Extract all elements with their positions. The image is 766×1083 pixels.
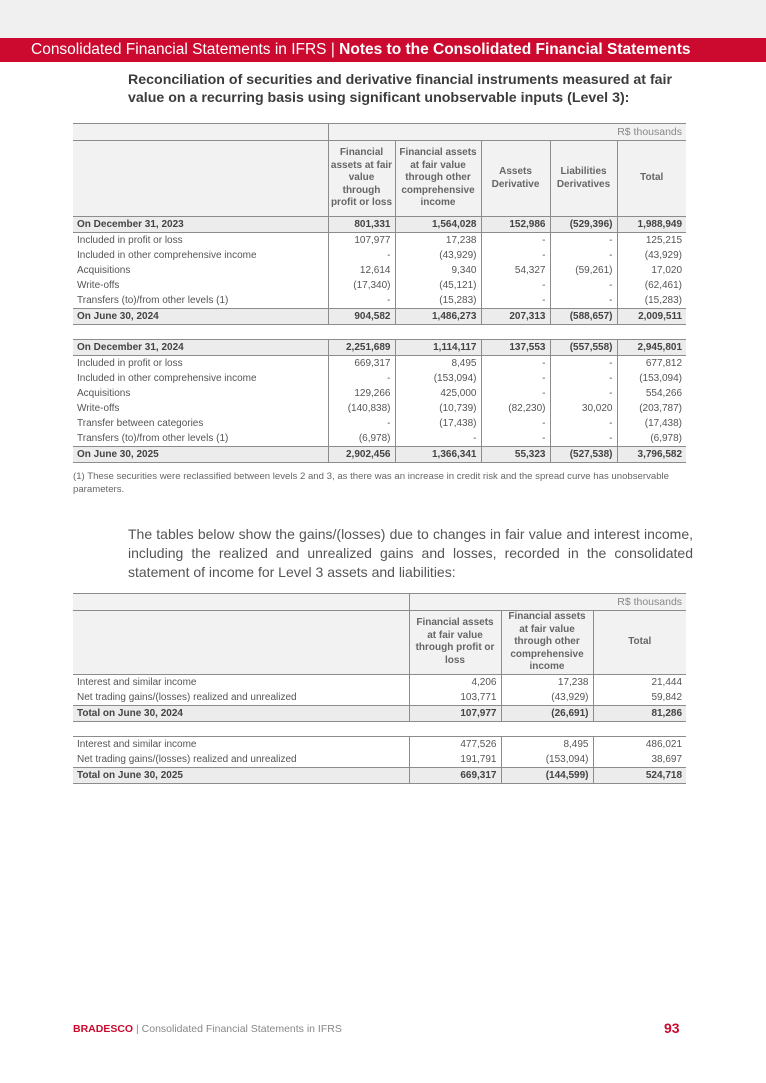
table-cell: 107,977	[328, 233, 395, 249]
table-footnote: (1) These securities were reclassified between levels 2 and 3, as there was an increase in credit risk and the spread curve has unobservable parameters.	[73, 471, 670, 495]
section-header-band	[0, 38, 766, 62]
table-cell: 9,340	[395, 263, 481, 278]
table-cell: -	[550, 293, 617, 309]
table-cell: (15,283)	[617, 293, 686, 309]
table-cell: (17,438)	[395, 416, 481, 431]
table-row	[73, 674, 686, 690]
table-cell: -	[328, 416, 395, 431]
table-cell: 4,206	[409, 674, 501, 690]
table-cell: -	[550, 416, 617, 431]
row-label: On December 31, 2024	[73, 340, 328, 356]
table-cell: 81,286	[593, 705, 686, 721]
row-label: On June 30, 2025	[73, 447, 328, 463]
table-cell: -	[550, 431, 617, 447]
table-cell: 59,842	[593, 690, 686, 706]
table-cell: -	[481, 416, 550, 431]
table-cell: 554,266	[617, 386, 686, 401]
column-header-row	[73, 141, 686, 217]
table-cell: (43,929)	[501, 690, 593, 706]
unit-row	[73, 594, 686, 611]
table-row	[73, 705, 686, 721]
table-cell: (588,657)	[550, 309, 617, 325]
table-row	[73, 263, 686, 278]
table-cell: 677,812	[617, 356, 686, 372]
row-label: On December 31, 2023	[73, 217, 328, 233]
table-cell: -	[550, 278, 617, 293]
spacer-row	[73, 721, 686, 736]
row-label: Transfers (to)/from other levels (1)	[73, 431, 328, 447]
table-cell: 17,238	[501, 674, 593, 690]
table-cell: 2,902,456	[328, 447, 395, 463]
table-row	[73, 356, 686, 372]
table-cell: -	[481, 431, 550, 447]
table-cell: (45,121)	[395, 278, 481, 293]
row-label: On June 30, 2024	[73, 309, 328, 325]
table-cell: (203,787)	[617, 401, 686, 416]
table-cell: 1,564,028	[395, 217, 481, 233]
level3-gains-losses-table	[73, 593, 686, 784]
blank-cell	[73, 141, 328, 217]
table-cell: (10,739)	[395, 401, 481, 416]
table-cell: 801,331	[328, 217, 395, 233]
table-cell: 21,444	[593, 674, 686, 690]
row-label: Transfer between categories	[73, 416, 328, 431]
table-cell: -	[550, 386, 617, 401]
table-cell: -	[481, 293, 550, 309]
table-cell: -	[328, 293, 395, 309]
row-label: Total on June 30, 2025	[73, 767, 409, 783]
row-label: Net trading gains/(losses) realized and unrealized	[73, 690, 409, 706]
table-cell: (17,340)	[328, 278, 395, 293]
row-label: Acquisitions	[73, 386, 328, 401]
table-cell: 3,796,582	[617, 447, 686, 463]
table-row	[73, 217, 686, 233]
row-label: Write-offs	[73, 278, 328, 293]
table-row	[73, 248, 686, 263]
table-cell: 904,582	[328, 309, 395, 325]
table-cell: 54,327	[481, 263, 550, 278]
table-cell: 55,323	[481, 447, 550, 463]
table-cell: 524,718	[593, 767, 686, 783]
table-cell: (529,396)	[550, 217, 617, 233]
table-row	[73, 431, 686, 447]
table-cell: 1,486,273	[395, 309, 481, 325]
table-cell: 129,266	[328, 386, 395, 401]
table-cell: 207,313	[481, 309, 550, 325]
table-cell: 12,614	[328, 263, 395, 278]
table-cell: -	[481, 278, 550, 293]
table-row	[73, 690, 686, 706]
table-cell: (43,929)	[395, 248, 481, 263]
top-margin	[0, 0, 766, 38]
section-heading: Reconciliation of securities and derivative financial instruments measured at fair value on a recurring basis using significant unobservable inputs (Level 3):	[128, 72, 673, 106]
table-cell: 1,366,341	[395, 447, 481, 463]
table-cell: (6,978)	[328, 431, 395, 447]
blank-cell	[73, 594, 409, 611]
table-cell: 17,020	[617, 263, 686, 278]
table-cell: (140,838)	[328, 401, 395, 416]
table-row	[73, 340, 686, 356]
table-cell: 669,317	[409, 767, 501, 783]
table-row	[73, 278, 686, 293]
table-cell: 191,791	[409, 752, 501, 768]
column-header: Financial assets at fair value through profit or loss	[328, 141, 395, 217]
table-cell: -	[481, 233, 550, 249]
spacer-row	[73, 325, 686, 340]
column-header: Total	[593, 611, 686, 675]
row-label: Transfers (to)/from other levels (1)	[73, 293, 328, 309]
table-cell: 137,553	[481, 340, 550, 356]
level3-reconciliation-table	[73, 123, 686, 463]
table-row	[73, 293, 686, 309]
table-cell: (26,691)	[501, 705, 593, 721]
row-label: Write-offs	[73, 401, 328, 416]
table-row	[73, 767, 686, 783]
table-cell: (62,461)	[617, 278, 686, 293]
table-cell: (527,538)	[550, 447, 617, 463]
table-cell: 38,697	[593, 752, 686, 768]
page-number: 93	[664, 1020, 680, 1036]
table-cell: -	[550, 248, 617, 263]
table-cell: -	[328, 248, 395, 263]
table-cell: -	[550, 356, 617, 372]
column-header: Assets Derivative	[481, 141, 550, 217]
row-label: Interest and similar income	[73, 674, 409, 690]
table-cell: -	[328, 371, 395, 386]
row-label: Included in other comprehensive income	[73, 371, 328, 386]
table-cell: 107,977	[409, 705, 501, 721]
table-cell: (144,599)	[501, 767, 593, 783]
table-cell: (17,438)	[617, 416, 686, 431]
table-cell: (153,094)	[501, 752, 593, 768]
page-footer	[73, 1023, 342, 1035]
table-cell: -	[395, 431, 481, 447]
table-cell: 30,020	[550, 401, 617, 416]
table-cell: (6,978)	[617, 431, 686, 447]
row-label: Total on June 30, 2024	[73, 705, 409, 721]
table-cell: 2,945,801	[617, 340, 686, 356]
table-cell: -	[481, 248, 550, 263]
table-cell: -	[550, 371, 617, 386]
table-cell: (15,283)	[395, 293, 481, 309]
column-header: Financial assets at fair value through profit or loss	[409, 611, 501, 675]
header-title-part2: Notes to the Consolidated Financial Statements	[339, 41, 691, 58]
table-cell: 425,000	[395, 386, 481, 401]
table-row	[73, 386, 686, 401]
table-cell: 2,009,511	[617, 309, 686, 325]
table-row	[73, 447, 686, 463]
unit-label: R$ thousands	[409, 594, 686, 611]
column-header: Financial assets at fair value through other comprehensive income	[395, 141, 481, 217]
table-cell: 477,526	[409, 736, 501, 752]
table-row	[73, 416, 686, 431]
table-cell: 17,238	[395, 233, 481, 249]
table-row	[73, 233, 686, 249]
table-cell: -	[481, 371, 550, 386]
table-row	[73, 371, 686, 386]
blank-cell	[73, 124, 328, 141]
unit-row	[73, 124, 686, 141]
table-cell: 152,986	[481, 217, 550, 233]
header-title-part1: Consolidated Financial Statements in IFRS |	[31, 41, 340, 58]
table-cell: 1,988,949	[617, 217, 686, 233]
row-label: Acquisitions	[73, 263, 328, 278]
table-cell: (59,261)	[550, 263, 617, 278]
table-cell: (82,230)	[481, 401, 550, 416]
table-cell: -	[481, 356, 550, 372]
column-header: Financial assets at fair value through other comprehensive income	[501, 611, 593, 675]
row-label: Included in other comprehensive income	[73, 248, 328, 263]
table-row	[73, 736, 686, 752]
row-label: Included in profit or loss	[73, 356, 328, 372]
body-paragraph: The tables below show the gains/(losses) due to changes in fair value and interest income, including the realized and unrealized gains and losses, recorded in the consolidated statement of income for Level 3 assets and liabilities:	[128, 526, 693, 580]
table-cell: 8,495	[501, 736, 593, 752]
table-cell: -	[481, 386, 550, 401]
column-header: Liabilities Derivatives	[550, 141, 617, 217]
blank-cell	[73, 611, 409, 675]
table-row	[73, 401, 686, 416]
table-row	[73, 752, 686, 768]
footer-text: | Consolidated Financial Statements in IFRS	[133, 1023, 342, 1035]
table-row	[73, 309, 686, 325]
row-label: Net trading gains/(losses) realized and unrealized	[73, 752, 409, 768]
table-cell: -	[550, 233, 617, 249]
column-header-row	[73, 611, 686, 675]
table-cell: (557,558)	[550, 340, 617, 356]
table-cell: 103,771	[409, 690, 501, 706]
table-cell: (43,929)	[617, 248, 686, 263]
unit-label: R$ thousands	[328, 124, 686, 141]
column-header: Total	[617, 141, 686, 217]
table-cell: 486,021	[593, 736, 686, 752]
table-cell: 1,114,117	[395, 340, 481, 356]
table-cell: (153,094)	[395, 371, 481, 386]
row-label: Included in profit or loss	[73, 233, 328, 249]
row-label: Interest and similar income	[73, 736, 409, 752]
table-cell: (153,094)	[617, 371, 686, 386]
table-cell: 669,317	[328, 356, 395, 372]
table-cell: 2,251,689	[328, 340, 395, 356]
brand-logo-text: BRADESCO	[73, 1023, 134, 1035]
table-cell: 8,495	[395, 356, 481, 372]
table-cell: 125,215	[617, 233, 686, 249]
